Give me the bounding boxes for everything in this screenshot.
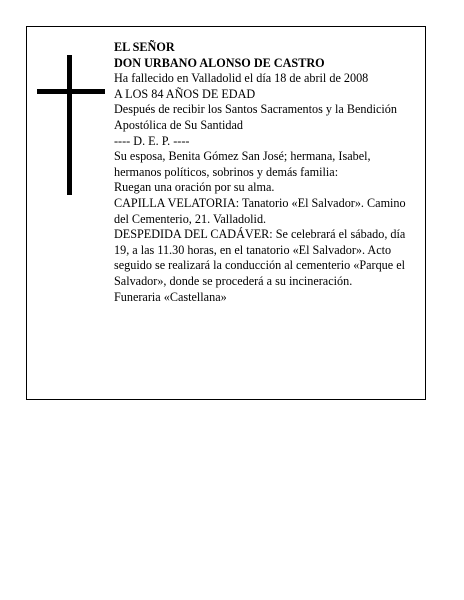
notice-title: EL SEÑOR — [114, 40, 175, 54]
family-text: Su esposa, Benita Gómez San José; hermana, Isabel, hermanos políticos, sobrinos y demás familia: — [114, 149, 371, 179]
notice-text — [114, 40, 420, 305]
sacraments-text: Después de recibir los Santos Sacramentos y la Bendición Apostólica de Su Santidad — [114, 102, 397, 132]
cross-horizontal-bar — [37, 89, 105, 94]
farewell-info: DESPEDIDA DEL CADÁVER: Se celebrará el sábado, día 19, a las 11.30 horas, en el tanatorio «El Salvador». Acto seguido se realizará la conducción al cementerio «Parque el Salvador», donde se procederá a su incineración. — [114, 227, 406, 288]
rip-line: ---- D. E. P. ---- — [114, 133, 190, 148]
cross-icon — [37, 55, 105, 195]
deceased-name: DON URBANO ALONSO DE CASTRO — [114, 55, 325, 70]
death-date: Ha fallecido en Valladolid el día 18 de abril de 2008 — [114, 71, 369, 86]
chapel-info: CAPILLA VELATORIA: Tanatorio «El Salvador». Camino del Cementerio, 21. Valladolid. — [114, 195, 406, 226]
prayer-text: Ruegan una oración por su alma. — [114, 180, 275, 195]
funeral-home: Funeraria «Castellana» — [114, 289, 227, 304]
cross-vertical-bar — [67, 55, 72, 195]
age-line: A LOS 84 AÑOS DE EDAD — [114, 86, 256, 101]
obituary-notice — [26, 26, 426, 400]
